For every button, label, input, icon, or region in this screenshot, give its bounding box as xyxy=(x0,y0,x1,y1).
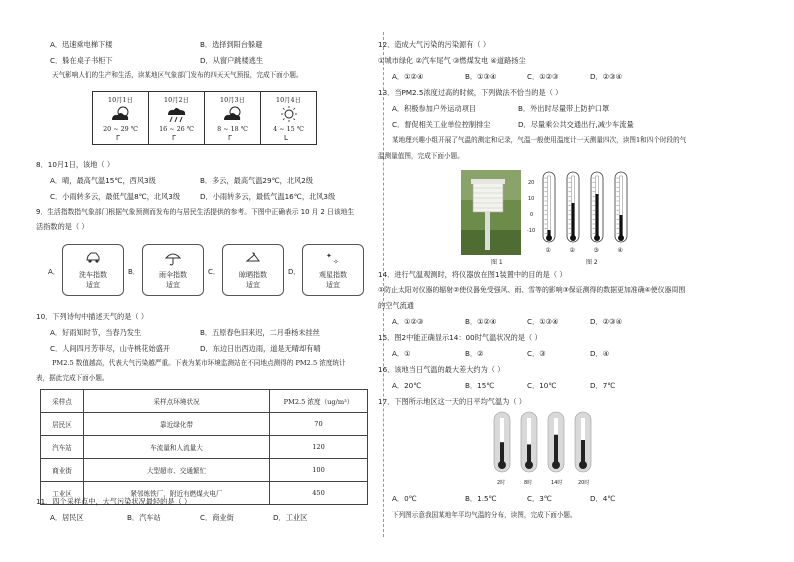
choice-letter: C． xyxy=(208,268,220,276)
forecast-date: 10月1日 xyxy=(108,96,133,104)
observation-intro-line2: 温测量值图，完成下面小题。 xyxy=(378,152,464,160)
weather-station-photo xyxy=(461,170,521,255)
table-header: 采样点环境状况 xyxy=(84,390,270,413)
thermometer-time-label: 14时 xyxy=(551,480,563,486)
table-cell: 450 xyxy=(270,482,368,505)
forecast-day-4 xyxy=(260,91,317,145)
option-a: A．20℃ xyxy=(392,381,422,390)
choice-letter: B． xyxy=(128,268,140,276)
index-label: 雨伞指数 适宜 xyxy=(159,271,187,289)
thermometer-time-label: 20时 xyxy=(578,480,590,486)
thermometer-label: ④ xyxy=(617,247,623,254)
thermometer xyxy=(591,172,603,242)
table-cell: 工业区 xyxy=(41,482,84,505)
option-c: C．①③④ xyxy=(527,317,559,326)
option-b: B．①③④ xyxy=(465,72,497,81)
partly-cloudy-icon xyxy=(221,105,245,123)
table-cell: 靠近绿化带 xyxy=(84,413,270,436)
rain-icon xyxy=(165,105,189,123)
option-b: B．汽车站 xyxy=(127,513,161,522)
index-card-c xyxy=(222,244,284,296)
option-c: C．③ xyxy=(527,349,546,358)
forecast-date: 10月4日 xyxy=(276,96,301,104)
mercury-column xyxy=(581,440,585,462)
mercury-column xyxy=(527,444,531,462)
table-header-row xyxy=(41,390,368,413)
scale-label: -10 xyxy=(527,228,536,234)
option-d: D．尽量乘公共交通出行,减少车流量 xyxy=(518,120,634,129)
umbrella-icon xyxy=(165,250,181,266)
mercury-column xyxy=(554,435,558,462)
option-d: D．从窗户跳楼逃生 xyxy=(200,56,264,65)
option-d: D．④ xyxy=(590,349,610,358)
option-d: D．②③④ xyxy=(590,72,623,81)
thermometer xyxy=(575,412,591,472)
weather-intro: 天气影响人们的生产和生活，读某地区气象部门发布的四天天气预报，完成下面小题。 xyxy=(52,71,303,79)
column-divider xyxy=(383,32,384,537)
option-c: C．躲在桌子书柜下 xyxy=(50,56,113,65)
svg-text:✧: ✧ xyxy=(333,258,339,266)
option-c: C．人间四月芳菲尽，山寺桃花始盛开 xyxy=(50,344,171,353)
observation-intro-line1: 某地理兴趣小组开展了气温的测定和记录，气温一般使用温度计一天测量四次，读图1和四个时段的气 xyxy=(392,136,687,144)
partly-cloudy-icon xyxy=(109,105,133,123)
option-b: B．1.5℃ xyxy=(465,494,497,503)
wind-flag-icon: Γ xyxy=(116,134,120,142)
option-d: D．②③④ xyxy=(590,317,623,326)
question-8: 8．10月1日，该地（ ） xyxy=(36,160,115,169)
stars-icon xyxy=(325,250,341,266)
question-14-items-line1: ①防止太阳对仪器的辐射②使仪器免受强风、雨、雪等的影响③保证测得的数据更加准确④使仪器周围 xyxy=(378,286,686,294)
thermometer xyxy=(548,412,564,472)
figure-2-thermometers xyxy=(527,170,635,256)
choice-letter: A． xyxy=(48,268,60,276)
question-13: 13．当PM2.5浓度过高的时候，下列做法不恰当的是（ ） xyxy=(378,88,563,97)
question-10: 10．下列诗句中描述天气的是（ ） xyxy=(36,312,149,321)
option-d: D．工业区 xyxy=(273,513,308,522)
wind-flag-icon: Γ xyxy=(228,134,232,142)
index-label: 观星指数 适宜 xyxy=(319,271,347,289)
scale-label: 20 xyxy=(528,180,535,186)
table-row xyxy=(41,413,368,436)
option-d: D．4℃ xyxy=(590,494,616,503)
option-a: A．① xyxy=(392,349,411,358)
table-cell: 车流量和人流量大 xyxy=(84,436,270,459)
question-17-thermometers xyxy=(490,410,600,490)
table-cell: 紧邻炼铁厂，附近有燃煤火电厂 xyxy=(84,482,270,505)
option-c: C．10℃ xyxy=(527,381,557,390)
question-17: 17．下图所示地区这一天的日平均气温为（ ） xyxy=(378,397,526,406)
mercury-column xyxy=(500,442,504,462)
thermometer-time-label: 2时 xyxy=(497,480,506,486)
forecast-temp: 8 ~ 18 ℃ xyxy=(217,125,248,133)
pm25-table xyxy=(40,389,368,505)
index-label: 洗车指数 适宜 xyxy=(79,271,107,289)
option-b: B．多云，最高气温29℃，北风2级 xyxy=(200,176,313,185)
option-b: B．外出时尽量带上防护口罩 xyxy=(518,104,610,113)
wind-flag-icon: Γ xyxy=(172,134,176,142)
question-14-items-line2: 的空气流通 xyxy=(378,301,414,310)
forecast-day-1 xyxy=(92,91,149,145)
option-c: C．①②③ xyxy=(527,72,559,81)
table-cell: 商业街 xyxy=(41,459,84,482)
option-a: A．①②③ xyxy=(392,317,424,326)
thermometer-label: ② xyxy=(569,247,575,254)
thermometer xyxy=(521,412,537,472)
option-a: A．积极参加户外运动项目 xyxy=(392,104,476,113)
question-16: 16．该地当日气温的最大差大约为（ ） xyxy=(378,365,505,374)
question-12-items: ①城市绿化 ②汽车尾气 ③燃煤发电 ④道路扬尘 xyxy=(378,56,526,65)
table-row xyxy=(41,459,368,482)
thermometer-label: ① xyxy=(545,247,551,254)
option-b: B．五原春色旧来迟，二月垂杨未挂丝 xyxy=(200,328,320,337)
index-card-a xyxy=(62,244,124,296)
thermometer xyxy=(567,172,579,242)
forecast-temp: 20 ~ 29 ℃ xyxy=(103,125,138,133)
choice-letter: D． xyxy=(288,268,301,276)
clothes-hanger-icon xyxy=(245,250,261,266)
option-c: C．3℃ xyxy=(527,494,552,503)
option-a: A．好雨知时节，当春乃发生 xyxy=(50,328,142,337)
sunny-icon xyxy=(277,105,301,123)
car-icon xyxy=(85,250,101,264)
pm-intro-line1: PM2.5 数值越高，代表大气污染越严重。下表为某市环境监测站在不同地点测得的 PM2.5 浓度统计 xyxy=(52,359,346,367)
forecast-temp: 4 ~ 15 ℃ xyxy=(273,125,304,133)
thermometer xyxy=(494,412,510,472)
wind-flag-icon: L xyxy=(284,134,288,142)
table-header: PM2.5 浓度（ug/m³） xyxy=(270,390,368,413)
table-cell: 居民区 xyxy=(41,413,84,436)
figure-1-caption: 图 1 xyxy=(491,259,503,266)
svg-text:✦: ✦ xyxy=(326,252,332,260)
question-15: 15．图2中能正确显示14：00时气温状况的是（ ） xyxy=(378,333,542,342)
option-a: A．迅速乘电梯下楼 xyxy=(50,40,113,49)
table-cell: 大型超市、交通繁忙 xyxy=(84,459,270,482)
option-b: B．选择到阳台躲避 xyxy=(200,40,263,49)
option-b: B．15℃ xyxy=(465,381,495,390)
option-b: B．② xyxy=(465,349,484,358)
question-11: 11．四个采样点中，大气污染状况最轻的是（ ） xyxy=(36,497,192,506)
option-a: A．①②④ xyxy=(392,72,424,81)
option-d: D．东边日出西边雨，道是无晴却有晴 xyxy=(200,344,321,353)
pm-intro-line2: 表，据此完成下面小题。 xyxy=(36,374,109,382)
forecast-temp: 16 ~ 26 ℃ xyxy=(159,125,194,133)
scale-label: 10 xyxy=(528,196,535,202)
option-b: B．①②④ xyxy=(465,317,497,326)
index-card-b xyxy=(142,244,204,296)
option-d: D．小雨转多云，最低气温16℃，北风3级 xyxy=(200,192,336,201)
scale-label: 0 xyxy=(530,212,534,218)
table-cell: 70 xyxy=(270,413,368,436)
question-14: 14．进行气温观测时，将仪器放在图1装置中的目的是（ ） xyxy=(378,270,567,279)
table-cell: 汽车站 xyxy=(41,436,84,459)
forecast-date: 10月2日 xyxy=(164,96,189,104)
option-a: A．0℃ xyxy=(392,494,417,503)
question-9-line1: 9．生活指数指气象部门根据气象预测而发布的与居民生活提供的参考。下图中正确表示 10 月 2 日该地生 xyxy=(36,208,355,216)
option-a: A．晴，最高气温15℃，西风3级 xyxy=(50,176,156,185)
table-row xyxy=(41,436,368,459)
final-intro: 下列图示意我国某地年平均气温的分布，读图，完成下面小题。 xyxy=(392,511,577,519)
option-a: A．居民区 xyxy=(50,513,84,522)
question-12: 12．造成大气污染的污染源有（ ） xyxy=(378,40,491,49)
option-c: C．督促相关工业单位控制排尘 xyxy=(392,120,491,129)
table-cell: 100 xyxy=(270,459,368,482)
thermometer xyxy=(615,172,627,242)
forecast-date: 10月3日 xyxy=(220,96,245,104)
thermometer-time-label: 8时 xyxy=(524,480,533,486)
option-c: C．小雨转多云，最低气温8℃，北风3级 xyxy=(50,192,181,201)
question-9-line2: 活指数的是（ ） xyxy=(36,222,89,231)
thermometer xyxy=(543,172,555,242)
figure-2-caption: 图 2 xyxy=(586,259,598,266)
index-label: 晾晒指数 适宜 xyxy=(239,271,267,289)
index-card-d xyxy=(302,244,364,296)
forecast-day-2 xyxy=(148,91,205,145)
table-cell: 120 xyxy=(270,436,368,459)
table-header: 采样点 xyxy=(41,390,84,413)
option-d: D．7℃ xyxy=(590,381,616,390)
option-c: C．商业街 xyxy=(200,513,234,522)
thermometer-label: ③ xyxy=(593,247,599,254)
forecast-day-3 xyxy=(204,91,261,145)
